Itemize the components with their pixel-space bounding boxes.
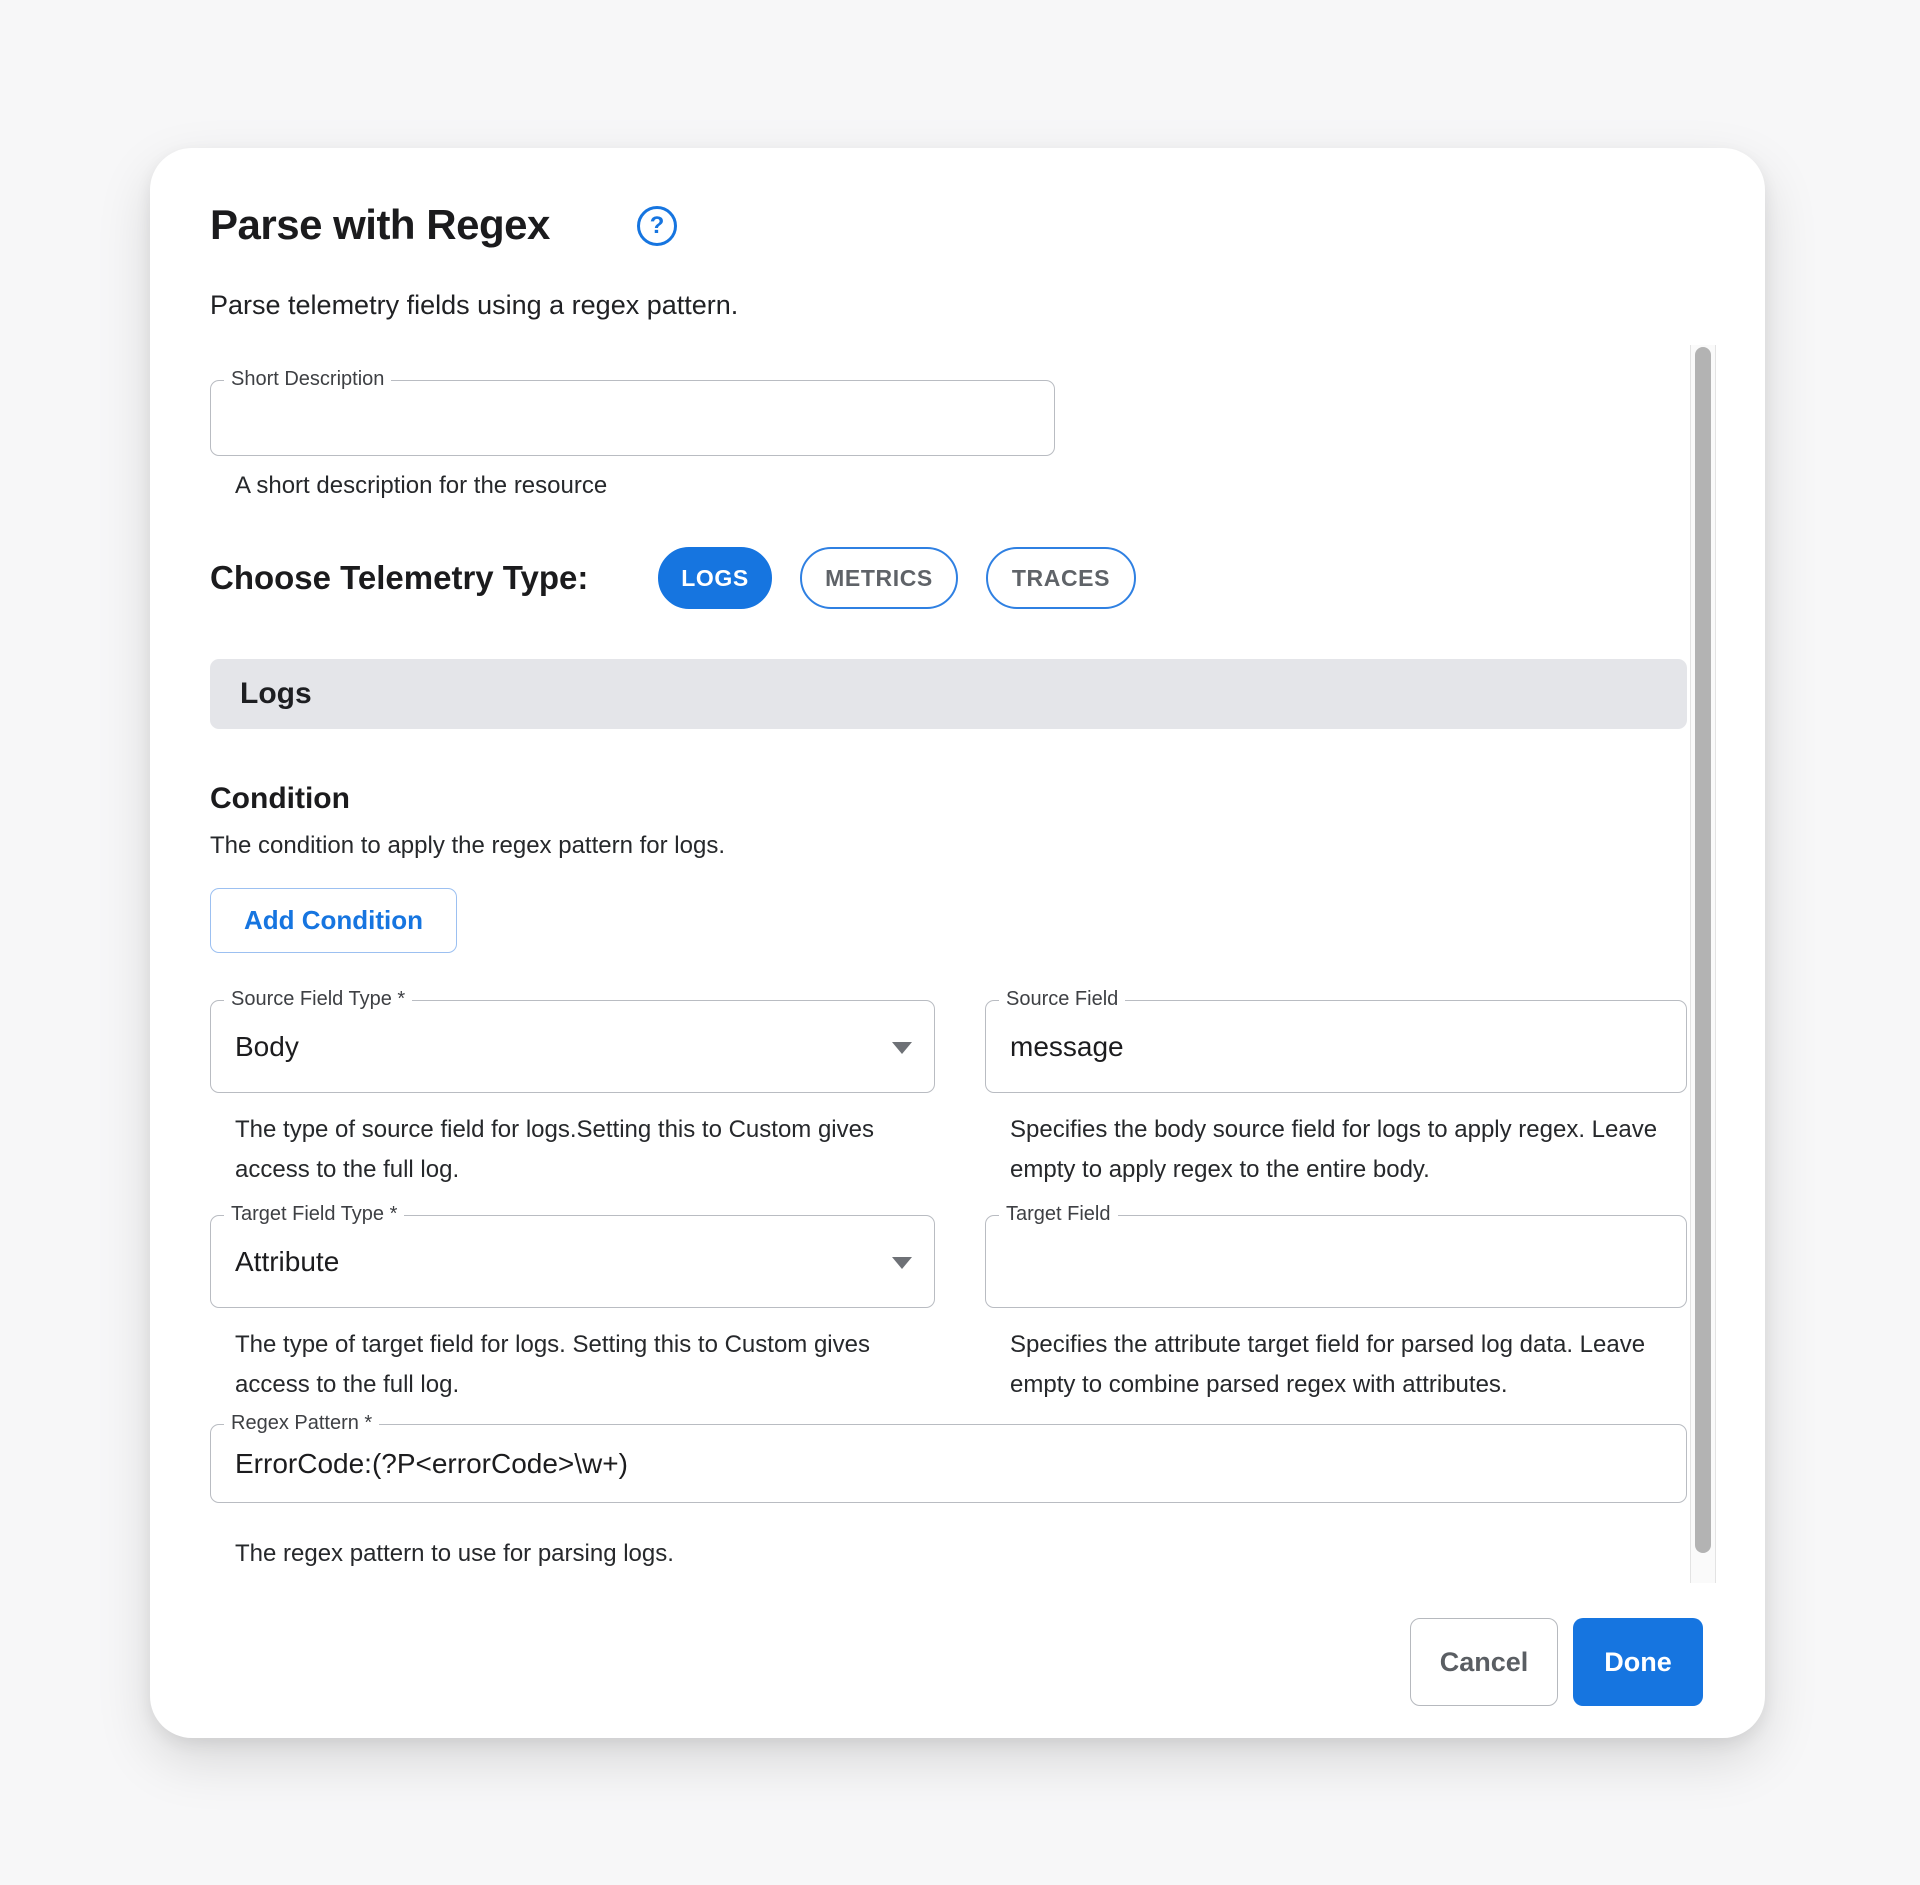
telemetry-pill-logs[interactable] <box>658 547 772 609</box>
target-field-type-label: Target Field Type * <box>224 1201 404 1227</box>
target-field-label: Target Field <box>999 1201 1118 1227</box>
target-field-type-group <box>210 1203 935 1308</box>
logs-section-header <box>210 659 1687 729</box>
regex-pattern-helper: The regex pattern to use for parsing logs. <box>235 1540 674 1567</box>
target-field-type-select[interactable] <box>211 1216 934 1307</box>
chevron-down-icon <box>892 1257 912 1269</box>
condition-heading: Condition <box>210 782 350 815</box>
regex-pattern-label: Regex Pattern * <box>224 1410 379 1436</box>
parse-with-regex-dialog <box>150 148 1765 1738</box>
logs-section-title: Logs <box>240 677 312 710</box>
telemetry-pill-traces-label: TRACES <box>1011 564 1111 591</box>
source-field-input[interactable] <box>986 1001 1686 1092</box>
telemetry-pill-logs-label: LOGS <box>681 564 749 591</box>
page-title: Parse with Regex <box>210 201 550 248</box>
add-condition-button-label: Add Condition <box>243 905 424 935</box>
target-field-group <box>985 1203 1687 1308</box>
help-icon[interactable] <box>637 206 677 246</box>
short-description-label: Short Description <box>224 366 391 392</box>
telemetry-pill-traces[interactable] <box>986 547 1136 609</box>
question-mark-glyph: ? <box>649 212 665 239</box>
source-field-type-group <box>210 988 935 1093</box>
source-field-type-helper: The type of source field for logs.Setting this to Custom gives access to the full log. <box>235 1116 874 1183</box>
dialog-subtitle: Parse telemetry fields using a regex pattern. <box>210 290 739 320</box>
short-description-input[interactable] <box>211 381 1054 455</box>
target-field-input[interactable] <box>986 1216 1686 1307</box>
target-field-type-value: Attribute <box>235 1245 340 1277</box>
add-condition-button[interactable] <box>210 888 457 953</box>
telemetry-type-pill-group <box>658 547 1136 609</box>
regex-pattern-group <box>210 1412 1687 1503</box>
source-field-type-select[interactable] <box>211 1001 934 1092</box>
done-button[interactable] <box>1573 1618 1703 1706</box>
source-field-group <box>985 988 1687 1093</box>
short-description-field-group <box>210 368 1055 456</box>
regex-pattern-input[interactable] <box>211 1425 1686 1502</box>
target-field-type-helper: The type of target field for logs. Setting this to Custom gives access to the full log. <box>235 1331 870 1398</box>
condition-description: The condition to apply the regex pattern for logs. <box>210 832 725 859</box>
scrollbar-thumb[interactable] <box>1695 347 1711 1553</box>
telemetry-type-heading: Choose Telemetry Type: <box>210 559 589 596</box>
chevron-down-icon <box>892 1042 912 1054</box>
short-description-helper: A short description for the resource <box>235 472 608 499</box>
telemetry-pill-metrics[interactable] <box>800 547 958 609</box>
source-field-label: Source Field <box>999 986 1125 1012</box>
source-field-type-value: Body <box>235 1030 299 1062</box>
source-field-type-label: Source Field Type * <box>224 986 412 1012</box>
scrollbar-track[interactable] <box>1690 345 1716 1583</box>
cancel-button-label: Cancel <box>1439 1646 1529 1677</box>
done-button-label: Done <box>1604 1646 1672 1677</box>
target-field-helper: Specifies the attribute target field for parsed log data. Leave empty to combine parsed regex with attributes. <box>1010 1331 1646 1398</box>
telemetry-pill-metrics-label: METRICS <box>825 564 933 591</box>
source-field-helper: Specifies the body source field for logs to apply regex. Leave empty to apply regex to the entire body. <box>1010 1116 1658 1183</box>
cancel-button[interactable] <box>1410 1618 1558 1706</box>
